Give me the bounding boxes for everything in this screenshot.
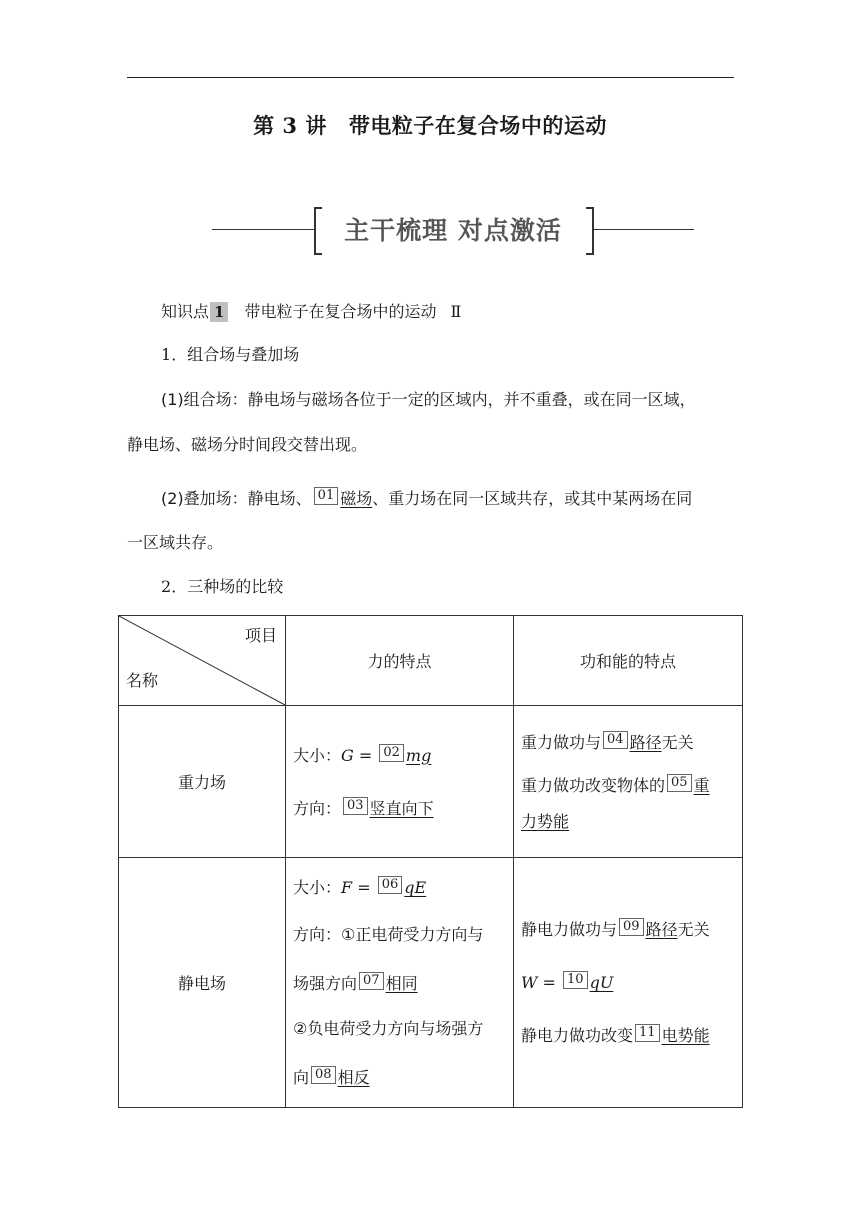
banner-right-bracket	[586, 207, 594, 255]
knowledge-point-badge: 1	[210, 302, 228, 322]
knowledge-point-level: Ⅱ	[450, 302, 462, 321]
banner-text: 主干梳理 对点激活	[344, 216, 562, 245]
answer-blank-01: 01	[314, 487, 339, 505]
knowledge-point-heading	[161, 299, 461, 322]
answer-blank-10: 10	[563, 971, 588, 989]
header-rule	[127, 77, 734, 78]
electrostatic-direction-line3: ②负电荷受力方向与场强方	[293, 1019, 484, 1038]
header-work-energy: 功和能的特点	[514, 616, 743, 706]
section1-para1-line2: 静电场、磁场分时间段交替出现。	[127, 435, 368, 454]
diagonal-header-cell	[119, 616, 286, 706]
electrostatic-work-cell	[514, 858, 743, 1108]
answer-text: 相同	[385, 974, 418, 993]
answer-blank-09: 09	[619, 918, 644, 936]
gravity-work-line2: 重力做功改变物体的 05 重	[521, 774, 710, 795]
answer-blank-04: 04	[603, 731, 628, 749]
answer-text: 相反	[337, 1068, 370, 1087]
header-name: 名称	[126, 671, 159, 690]
section1-heading: 1．组合场与叠加场	[161, 345, 300, 364]
electrostatic-force-cell	[286, 858, 514, 1108]
answer-blank-05: 05	[667, 774, 692, 792]
answer-text: 力势能	[521, 811, 570, 831]
section1-para2-line2: 一区域共存。	[127, 533, 224, 552]
answer-text: 重	[693, 775, 710, 795]
banner-right-rule	[592, 229, 694, 230]
lecture-number: 第 3 讲	[253, 113, 327, 138]
table-row-gravity	[119, 706, 743, 858]
page-title	[0, 110, 860, 140]
answer-text: 电势能	[661, 1026, 710, 1045]
gravity-name: 重力场	[119, 706, 286, 858]
section1-para1-line1: (1)组合场：静电场与磁场各位于一定的区域内，并不重叠，或在同一区域，	[161, 390, 696, 409]
answer-text: 路径	[629, 732, 662, 752]
comparison-table	[118, 615, 743, 1108]
answer-blank-02: 02	[379, 744, 404, 762]
section-banner	[212, 203, 694, 255]
gravity-direction-line: 方向： 03 竖直向下	[293, 797, 434, 818]
answer-text: mg	[405, 745, 432, 765]
answer-text: qU	[589, 973, 614, 992]
answer-blank-07: 07	[359, 972, 384, 990]
electrostatic-work-line2: W = 10 qU	[521, 972, 614, 992]
electrostatic-size-line: 大小：F = 06 qE	[293, 877, 427, 897]
electrostatic-name: 静电场	[119, 858, 286, 1108]
table-row-electrostatic	[119, 858, 743, 1108]
gravity-work-line3	[521, 808, 742, 835]
gravity-work-line1: 重力做功与 04 路径无关	[521, 731, 694, 752]
banner-left-rule	[212, 229, 314, 230]
electrostatic-direction-line4: 向 08 相反	[293, 1067, 370, 1087]
answer-blank-08: 08	[311, 1066, 336, 1084]
electrostatic-work-line1: 静电力做功与 09 路径无关	[521, 919, 710, 939]
banner-left-bracket	[314, 207, 322, 255]
answer-text: 路径	[645, 920, 678, 939]
lecture-topic: 带电粒子在复合场中的运动	[348, 114, 607, 138]
electrostatic-direction-line1: 方向：①正电荷受力方向与	[293, 925, 484, 944]
gravity-work-cell	[514, 706, 743, 858]
section1-para2-line1: (2)叠加场：静电场、 01 磁场、重力场在同一区域共存，或其中某两场在同	[161, 488, 693, 508]
electrostatic-work-line3: 静电力做功改变 11 电势能	[521, 1025, 710, 1045]
table-header-row	[119, 616, 743, 706]
electrostatic-direction-line2: 场强方向 07 相同	[293, 973, 418, 993]
knowledge-point-prefix: 知识点	[161, 302, 210, 321]
section2-heading: 2．三种场的比较	[161, 577, 284, 596]
header-force: 力的特点	[286, 616, 514, 706]
answer-blank-06: 06	[378, 876, 403, 894]
answer-blank-03: 03	[343, 797, 368, 815]
answer-text: 竖直向下	[369, 798, 434, 818]
answer-blank-11: 11	[635, 1024, 660, 1042]
knowledge-point-name: 带电粒子在复合场中的运动	[244, 302, 437, 321]
answer-text: 磁场	[340, 489, 373, 508]
answer-text: qE	[404, 878, 427, 897]
header-item: 项目	[244, 626, 277, 645]
gravity-force-cell	[286, 706, 514, 858]
gravity-size-line: 大小：G = 02 mg	[293, 744, 432, 765]
